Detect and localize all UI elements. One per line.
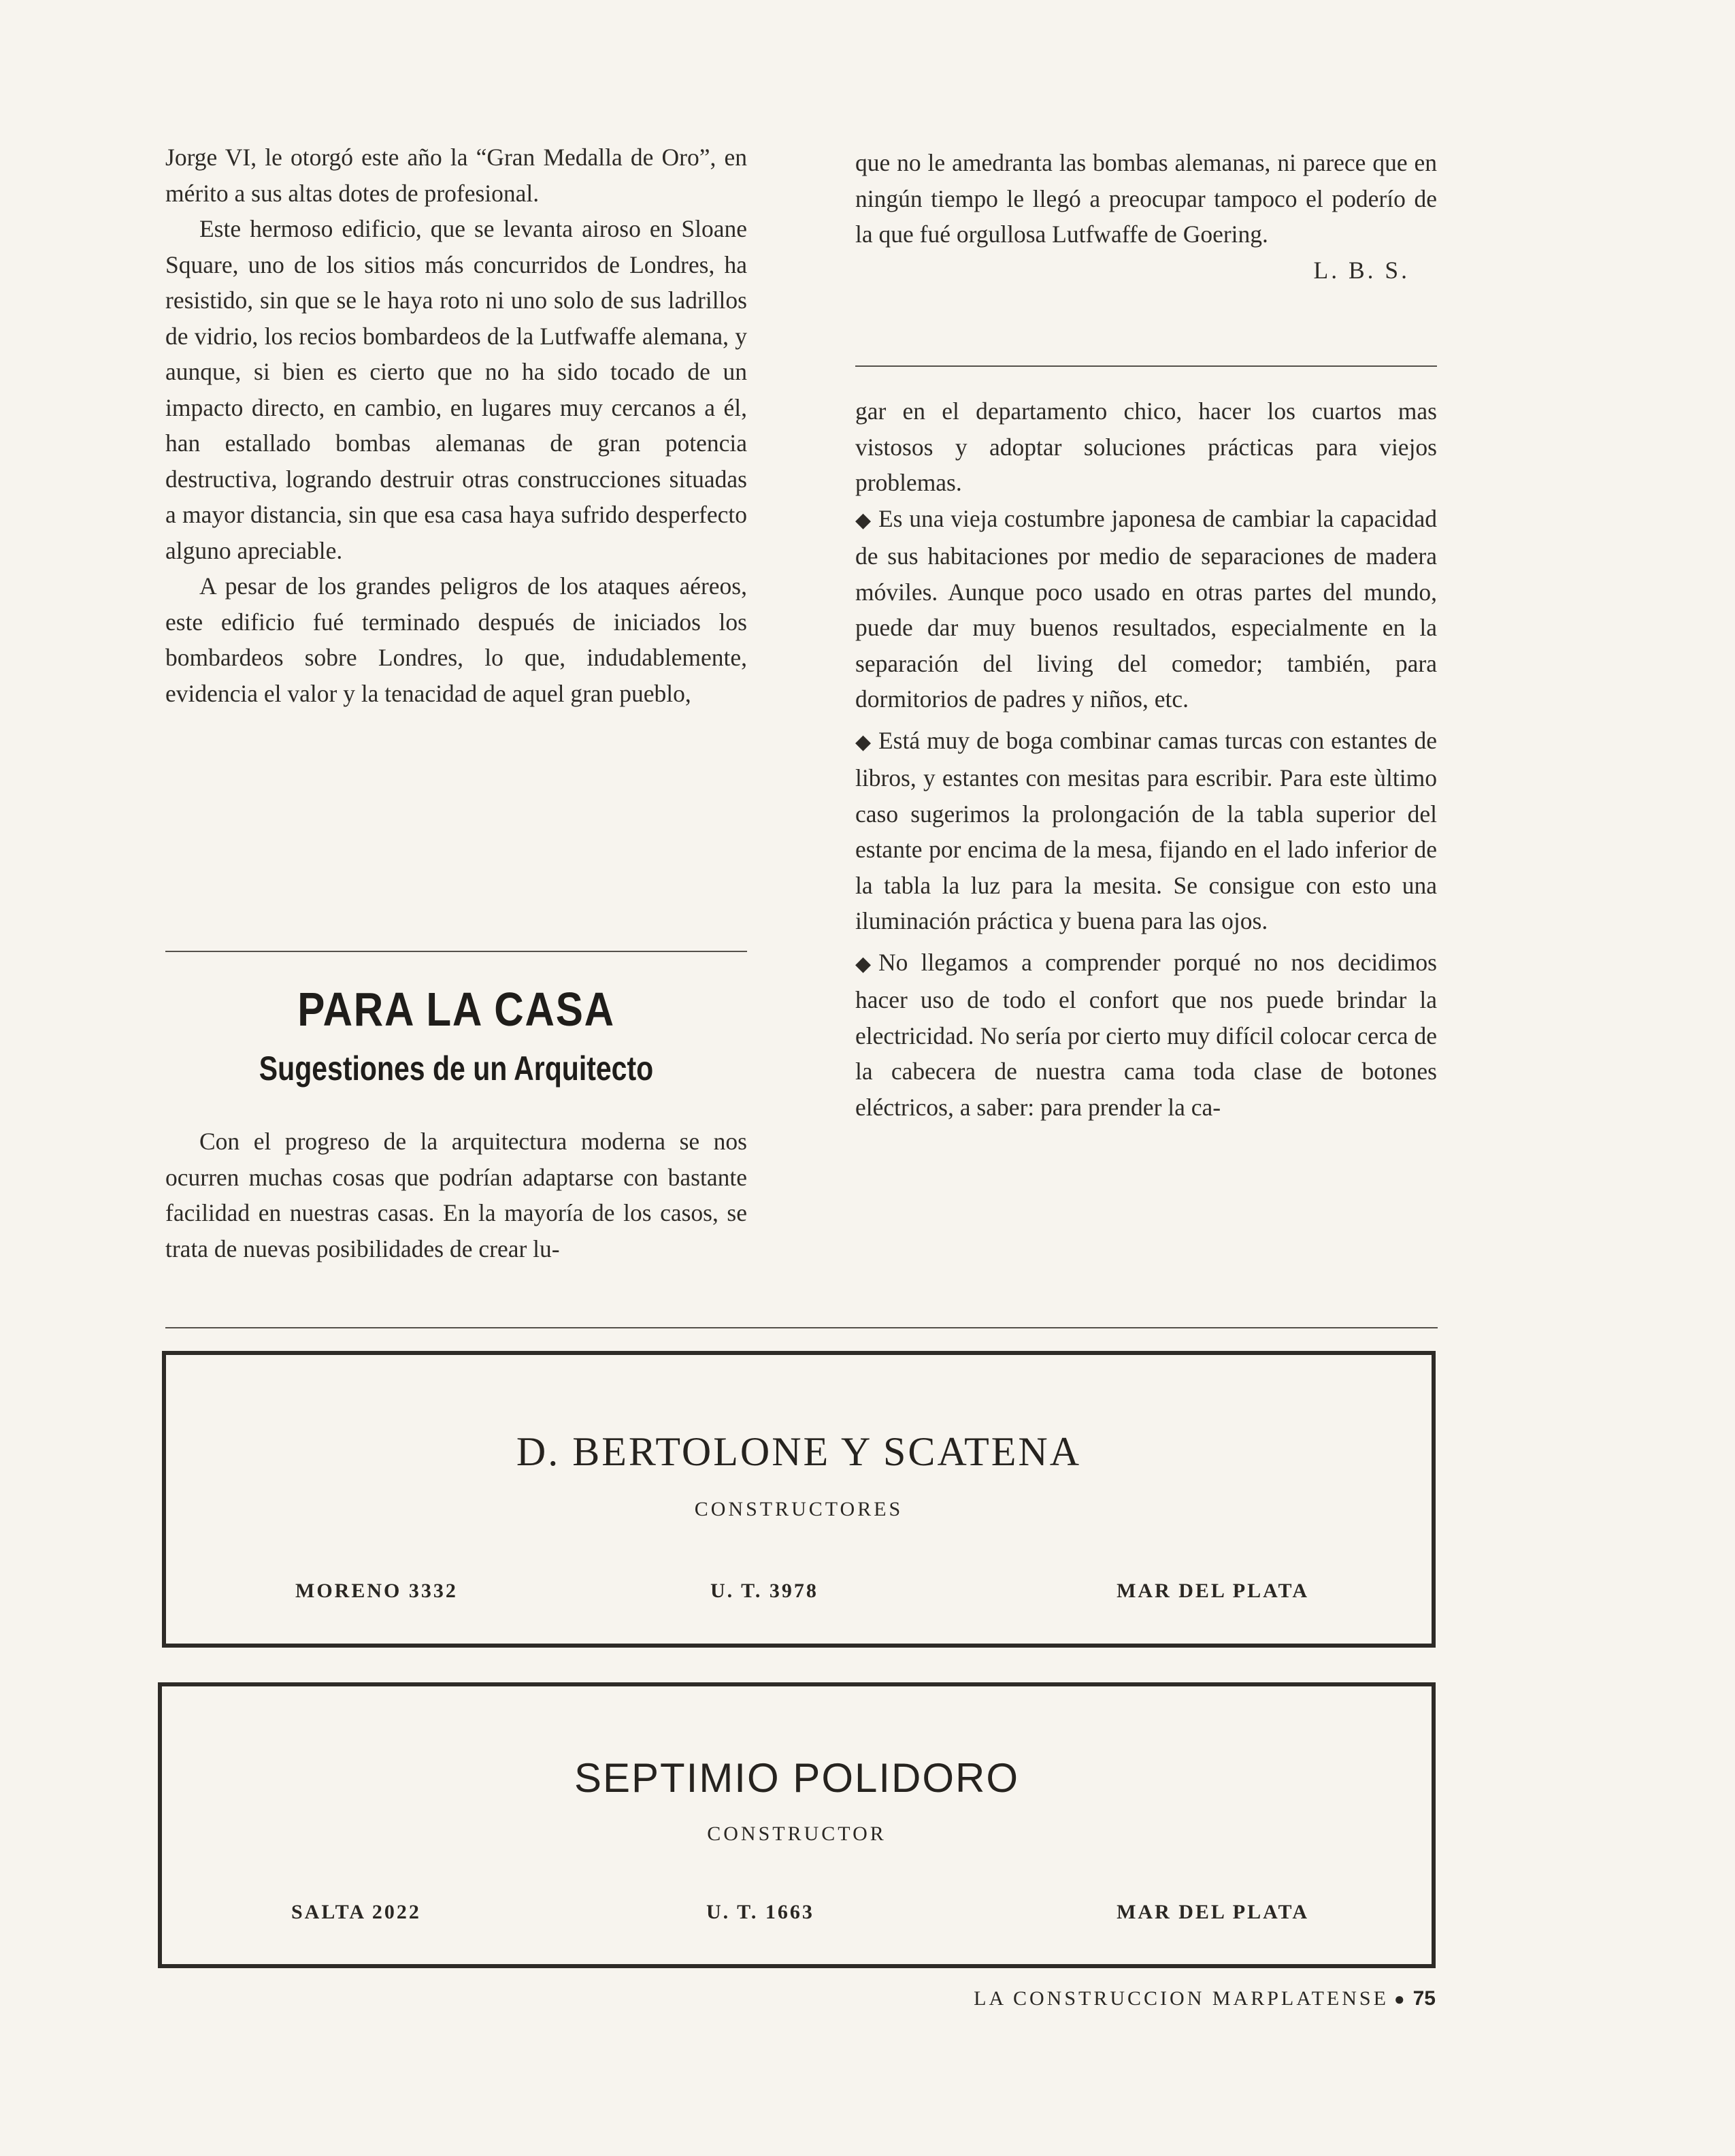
- advertiser-address: SALTA 2022: [291, 1901, 421, 1923]
- paragraph: Con el progreso de la arquitectura moderna se nos ocurren muchas cosas que podrían adaptarse con bastante facilidad en nuestras casas. En la mayoría de los casos, se trata de nuevas posibilidades de crear lu-: [165, 1128, 747, 1262]
- advertiser-trade: CONSTRUCTORES: [694, 1498, 904, 1520]
- diamond-bullet-icon: ◆: [855, 952, 872, 975]
- advertisement-box: [162, 1351, 1436, 1648]
- article-left-column-top: [165, 140, 747, 711]
- paragraph: A pesar de los grandes peligros de los ataques aéreos, este edificio fué terminado después de iniciados los bombardeos sobre Londres, lo que, indudablemente, evidencia el valor y la tenacidad de aquel gran pueblo,: [165, 572, 747, 707]
- bullet-paragraph: [855, 501, 1437, 717]
- advertiser-name: SEPTIMIO POLIDORO: [574, 1755, 1020, 1801]
- page-number: 75: [1412, 1987, 1436, 2010]
- paragraph: que no le amedranta las bombas alemanas, ni parece que en ningún tiempo le llegó a preocupar tampoco el poderío de la que fué orgullosa Lutfwaffe de Goering.: [855, 149, 1437, 248]
- diamond-bullet-icon: ◆: [855, 508, 872, 532]
- author-signature: L. B. S.: [1313, 256, 1410, 284]
- paragraph-text: Es una vieja costumbre japonesa de cambiar la capacidad de sus habitaciones por medio de separaciones de madera móviles. Aunque poco usado en otras partes del mundo, puede dar muy buenos resultados, especialmente en la separación del living del comedor; también, para dormitorios de padres y niños, etc.: [855, 504, 1437, 713]
- advertiser-address: MORENO 3332: [295, 1580, 458, 1602]
- advertiser-trade: CONSTRUCTOR: [707, 1823, 887, 1845]
- paragraph-text: Está muy de boga combinar camas turcas con estantes de libros, y estantes con mesitas para escribir. Para este ùltimo caso sugerimos la prolongación de la tabla superior del estante por encima de la mesa, fijando en el lado inferior de la tabla la luz para la mesita. Se consigue con esto una iluminación práctica y buena para las ojos.: [855, 726, 1437, 934]
- paragraph: Jorge VI, le otorgó este año la “Gran Medalla de Oro”, en mérito a sus altas dotes de profesional.: [165, 144, 747, 207]
- diamond-bullet-icon: ◆: [855, 730, 872, 753]
- divider-rule: [165, 1327, 1438, 1328]
- article-right-column-bottom: [855, 393, 1437, 1125]
- advertiser-name: D. BERTOLONE Y SCATENA: [516, 1429, 1082, 1474]
- advertiser-phone: U. T. 3978: [710, 1580, 819, 1602]
- divider-rule: [855, 365, 1437, 367]
- section-title: PARA LA CASA: [297, 983, 615, 1036]
- bullet-paragraph: [855, 945, 1437, 1126]
- paragraph-text: No llegamos a comprender porqué no nos decidimos hacer uso de todo el confort que nos puede brindar la electricidad. No sería por cierto muy difícil colocar cerca de la cabecera de nuestra cama toda clase de botones eléctricos, a saber: para prender la ca-: [855, 948, 1437, 1121]
- bullet-dot-icon: ●: [1393, 1989, 1408, 2009]
- article-right-column-top: [855, 145, 1437, 288]
- page-footer: [974, 1987, 1436, 2010]
- paragraph: gar en el departamento chico, hacer los cuartos mas vistosos y adoptar soluciones prácticas para viejos problemas.: [855, 397, 1437, 496]
- section-subtitle: Sugestiones de un Arquitecto: [259, 1049, 654, 1088]
- advertisement-box: [158, 1682, 1436, 1968]
- publication-name: LA CONSTRUCCION MARPLATENSE: [974, 1987, 1389, 2010]
- bullet-paragraph: [855, 723, 1437, 939]
- advertiser-city: MAR DEL PLATA: [1117, 1580, 1309, 1602]
- paragraph: Este hermoso edificio, que se levanta airoso en Sloane Square, uno de los sitios más concurridos de Londres, ha resistido, sin que se le haya roto ni uno solo de sus ladrillos de vidrio, los recios bombardeos de la Lutfwaffe alemana, y aunque, si bien es cierto que no ha sido tocado de un impacto directo, en cambio, en lugares muy cercanos a él, han estallado bombas alemanas de gran potencia destructiva, logrando destruir otras construcciones situadas a mayor distancia, sin que esa casa haya sufrido desperfecto alguno apreciable.: [165, 215, 747, 564]
- article-left-column-bottom: [165, 1124, 747, 1267]
- advertiser-city: MAR DEL PLATA: [1117, 1901, 1309, 1923]
- advertiser-phone: U. T. 1663: [706, 1901, 814, 1923]
- divider-rule: [165, 951, 747, 952]
